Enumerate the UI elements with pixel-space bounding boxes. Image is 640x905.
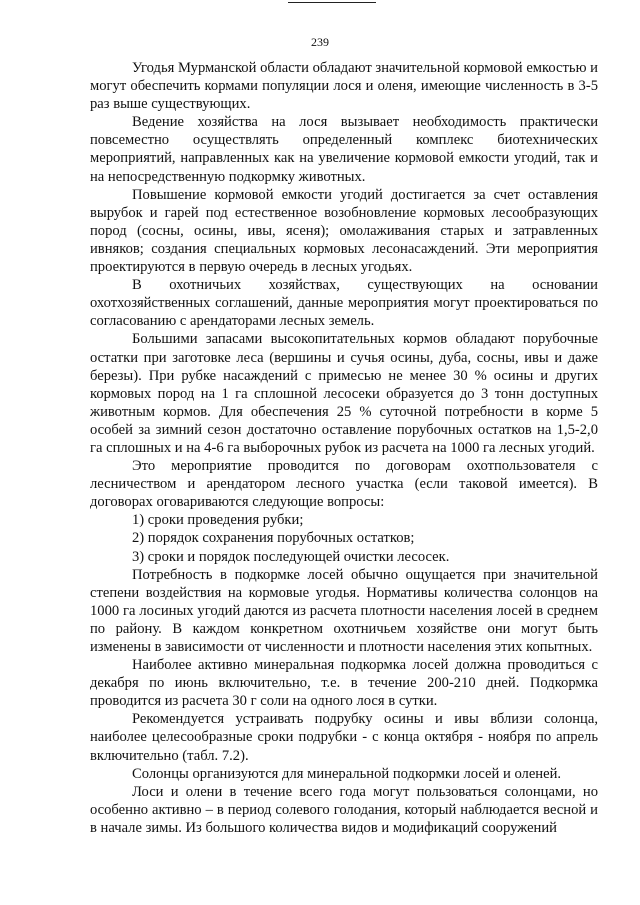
paragraph-mineral-feeding: Наиболее активно минеральная подкормка лосей должна проводиться с декабря по июнь включительно, т.е. в течение 200-210 дней. Подкормка проводится из расчета 30 г соли на одного лося в сутки. <box>90 657 598 710</box>
page-body <box>90 59 598 837</box>
list-item-residue-preservation: 2) порядок сохранения порубочных остатков; <box>132 530 415 547</box>
paragraph-salt-lick-usage: Лоси и олени в течение всего года могут пользоваться солонцами, но особенно активно – в период солевого голодания, который наблюдается весной и в начале зимы. Из большого количества видов и модификаций сооружений <box>90 783 598 836</box>
paragraph-undercutting: Рекомендуется устраивать подрубку осины и ивы вблизи солонца, наиболее целесообразные сроки подрубки - с конца октября - ноября по апрель включительно (табл. 7.2). <box>90 711 598 764</box>
list-item-cleanup: 3) сроки и порядок последующей очистки лесосек. <box>132 548 450 565</box>
paragraph-hunting-grounds-capacity: Угодья Мурманской области обладают значительной кормовой емкостью и могут обеспечить кормами популяции лося и оленя, имеющие численность в 3-5 раз выше существующих. <box>90 60 598 113</box>
paragraph-hunting-agreements: В охотничьих хозяйствах, существующих на основании охотхозяйственных соглашений, данные мероприятия могут проектироваться по согласованию с арендаторами лесных земель. <box>90 277 598 330</box>
paragraph-logging-residues: Большими запасами высокопитательных кормов обладают порубочные остатки при заготовке леса (вершины и сучья осины, дуба, сосны, ивы и даже березы). При рубке насаждений с примесью не менее 30 % осины и других кормовых пород на 1 га сплошной лесосеки образуется до 3 тонн доступных животным кормов. Для обеспечения 25 % суточной потребности в корме 5 особей за зимний сезон достаточно оставление порубочных остатков на 1,5-2,0 га сплошных и на 4-6 га выборочных рубок из расчета на 1000 га лесных угодий. <box>90 331 598 456</box>
list-item-logging-dates: 1) сроки проведения рубки; <box>132 512 304 529</box>
paragraph-biotechnical-measures: Ведение хозяйства на лося вызывает необходимость практически повсеместно осуществлять определенный комплекс биотехнических мероприятий, направленных как на увеличение кормовой емкости угодий, так и на непосредственную подкормку животных. <box>90 114 598 185</box>
page-number: 239 <box>311 35 329 49</box>
paragraph-salt-licks: Солонцы организуются для минеральной подкормки лосей и оленей. <box>132 765 562 782</box>
header-rule <box>288 2 376 3</box>
paragraph-feeding-capacity-increase: Повышение кормовой емкости угодий достигается за счет оставления вырубок и гарей под естественное возобновление кормовых лесообразующих пород (сосны, осины, ивы, ясеня); омолаживания старых и затравленных ивняков; создания специальных кормовых лесонасаждений. Эти мероприятия проектируются в первую очередь в лесных угодьях. <box>90 186 598 276</box>
paragraph-contracts: Это мероприятие проводится по договорам охотпользователя с лесничеством и арендатором лесного участка (если таковой имеется). В договорах оговариваются следующие вопросы: <box>90 458 598 511</box>
paragraph-feeding-need: Потребность в подкормке лосей обычно ощущается при значительной степени воздействия на кормовые угодья. Нормативы количества солонцов на 1000 га лосиных угодий даются из расчета плотности населения лосей в среднем по району. В каждом конкретном охотничьем хозяйстве они могут быть изменены в зависимости от численности и плотности населения этих копытных. <box>90 566 598 655</box>
